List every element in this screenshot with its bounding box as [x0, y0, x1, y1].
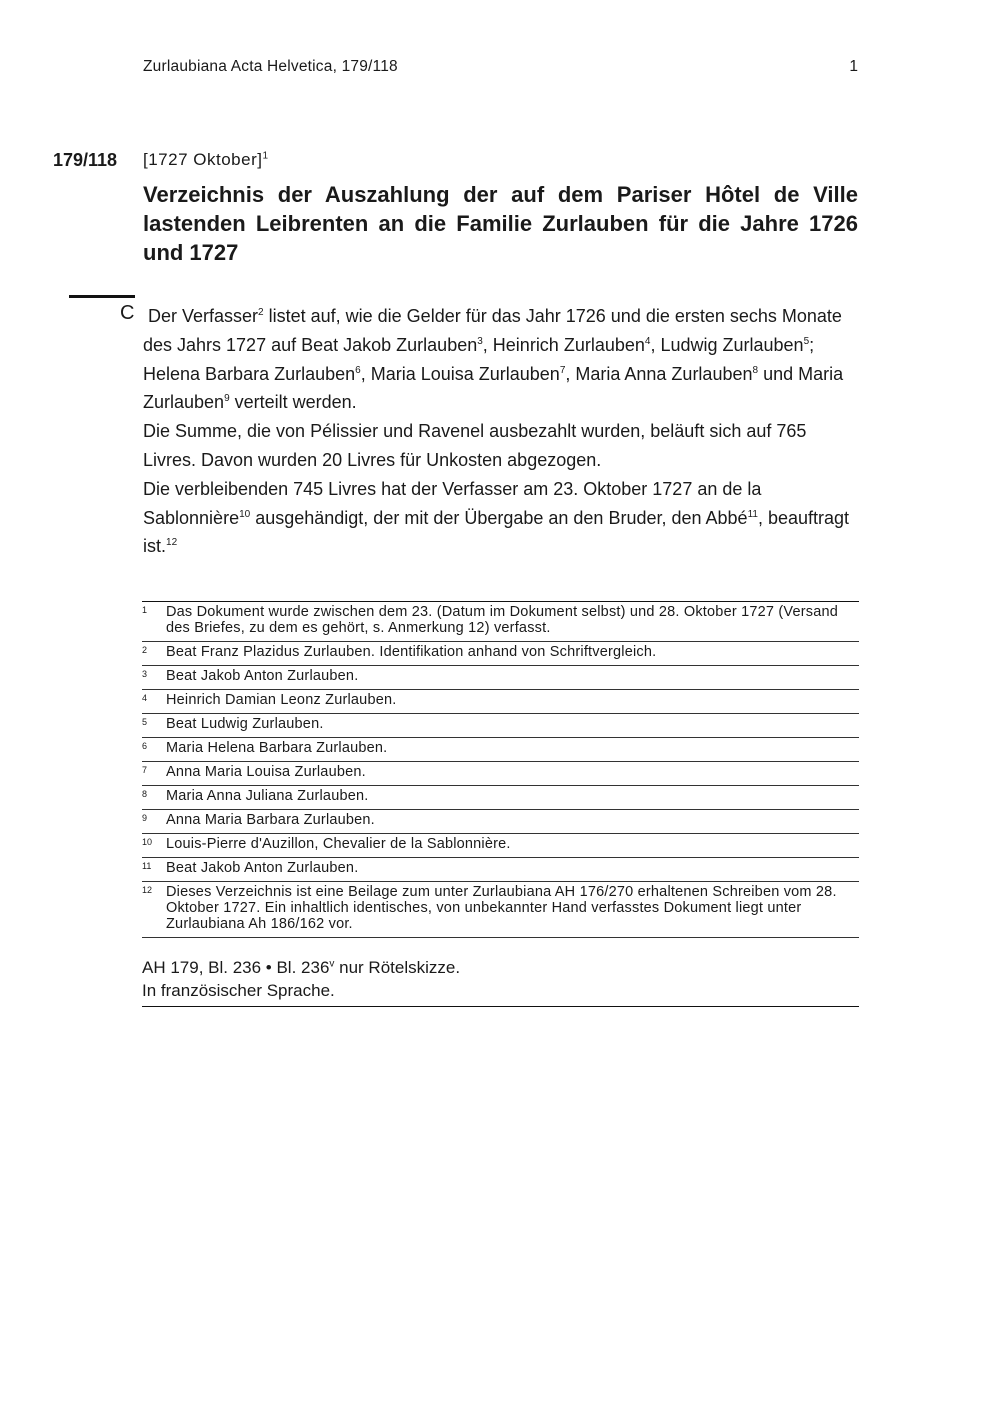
footnote-number: 2	[142, 645, 148, 655]
footnote-ref[interactable]: 2	[258, 307, 264, 318]
text-run: Der Verfasser	[148, 306, 259, 326]
footnote-ref[interactable]: 11	[747, 508, 758, 520]
footnote	[142, 714, 859, 738]
text-run: und Maria Zurlauben	[143, 363, 844, 413]
footnote-ref[interactable]: 8	[752, 364, 759, 376]
footnote-text: Anna Maria Barbara Zurlauben.	[166, 812, 375, 828]
date-text: [1727 Oktober]	[143, 150, 263, 169]
section-marker: C	[120, 302, 135, 324]
footnote	[142, 738, 859, 762]
text-run: AH 179, Bl. 236 • Bl. 236	[142, 958, 330, 977]
footnote-ref[interactable]: 12	[166, 537, 178, 549]
footnote-ref[interactable]: 9	[224, 393, 230, 405]
footnote-text: Beat Jakob Anton Zurlauben.	[166, 860, 359, 876]
document-number: 179/118	[53, 150, 118, 170]
footnote-number: 6	[142, 741, 148, 751]
text-run: verteilt werden.	[229, 392, 357, 413]
text-run: , Maria Louisa Zurlauben	[360, 363, 560, 384]
footnote-text: Beat Jakob Anton Zurlauben.	[166, 668, 359, 684]
footnote-number: 11	[142, 861, 152, 871]
text-run: listet auf, wie die Gelder für das Jahr 1726 und die ersten sechs Monate des Jahrs 1727 auf Beat Jakob Zurlauben	[143, 306, 842, 355]
footnote	[142, 810, 859, 834]
footnote-text: Dieses Verzeichnis ist eine Beilage zum unter Zurlaubiana AH 176/270 erhaltenen Schreiben vom 28. Oktober 1727. Ein inhaltlich identisches, von unbekannter Hand verfasstes Dokument liegt unter Zurlaubiana Ah 186/162 vor.	[166, 884, 837, 932]
footnote-text: Maria Anna Juliana Zurlauben.	[166, 788, 369, 804]
footnote	[142, 882, 859, 938]
footnote-text: Louis-Pierre d'Auzillon, Chevalier de la Sablonnière.	[166, 836, 511, 852]
footnote-number: 5	[142, 717, 148, 727]
document-date	[143, 150, 269, 170]
footnote-number: 10	[142, 837, 153, 847]
footnote-ref[interactable]: 5	[803, 335, 810, 347]
source-line	[142, 956, 859, 979]
footnote-text: Anna Maria Louisa Zurlauben.	[166, 764, 366, 780]
source-note	[142, 956, 859, 1007]
footnote-ref[interactable]: 7	[559, 364, 566, 376]
language-line: In französischer Sprache.	[142, 981, 335, 1000]
footnote	[142, 642, 859, 666]
footnote-ref[interactable]: 4	[644, 335, 651, 347]
verso-mark: v	[329, 958, 335, 970]
footnote	[142, 690, 859, 714]
footnote-number: 4	[142, 693, 148, 703]
text-run: , Heinrich Zurlauben	[482, 334, 645, 355]
footnote-ref[interactable]: 10	[239, 508, 251, 520]
footnote-ref[interactable]: 3	[477, 335, 483, 347]
text-run: , beauftragt ist.	[143, 507, 850, 557]
footnote-number: 3	[142, 669, 148, 679]
footnote-ref[interactable]: 6	[355, 364, 361, 376]
footnote	[142, 762, 859, 786]
footnote-text: Das Dokument wurde zwischen dem 23. (Datum im Dokument selbst) und 28. Oktober 1727 (Versand des Briefes, zu dem es gehört, s. Anmerkung 12) verfasst.	[166, 604, 839, 636]
text-run: nur Rötelskizze.	[334, 958, 461, 977]
footnote-number: 7	[142, 765, 148, 775]
summary-paragraph	[143, 302, 863, 417]
summary-paragraph: Die Summe, die von Pélissier und Ravenel ausbezahlt wurden, beläuft sich auf 765 Livres. Davon wurden 20 Livres für Unkosten abgezogen.	[143, 421, 807, 470]
footnote-text: Beat Ludwig Zurlauben.	[166, 716, 324, 732]
footnote-number: 8	[142, 789, 148, 799]
section-rule	[69, 295, 135, 298]
footnote-number: 1	[142, 605, 148, 615]
footnote	[142, 666, 859, 690]
summary-paragraph	[143, 475, 863, 561]
document-title: Verzeichnis der Auszahlung der auf dem Pariser Hôtel de Ville lastenden Leibrenten an die Familie Zurlauben für die Jahre 1726 und 1727	[143, 182, 858, 265]
footnote-ref[interactable]: 1	[262, 150, 269, 162]
page-number: 1	[849, 58, 858, 75]
footnote	[142, 786, 859, 810]
text-run: , Ludwig Zurlauben	[650, 334, 804, 355]
footnote	[142, 602, 859, 642]
summary-text	[143, 302, 863, 561]
text-run: ; Helena Barbara Zurlauben	[143, 334, 815, 384]
footnote-number: 12	[142, 885, 153, 895]
text-run: Die verbleibenden 745 Livres hat der Verfasser am 23. Oktober 1727 an de la Sablonnière	[143, 478, 762, 528]
text-run: ausgehändigt, der mit der Übergabe an den Bruder, den Abbé	[250, 507, 748, 528]
footnote-text: Maria Helena Barbara Zurlauben.	[166, 740, 388, 756]
footnotes	[142, 601, 859, 938]
footnote	[142, 834, 859, 858]
footnote-text: Beat Franz Plazidus Zurlauben. Identifikation anhand von Schriftvergleich.	[166, 644, 657, 660]
running-head: Zurlaubiana Acta Helvetica, 179/118	[143, 58, 398, 75]
footnote	[142, 858, 859, 882]
footnote-number: 9	[142, 813, 148, 823]
text-run: , Maria Anna Zurlauben	[565, 363, 753, 384]
footnote-text: Heinrich Damian Leonz Zurlauben.	[166, 692, 397, 708]
